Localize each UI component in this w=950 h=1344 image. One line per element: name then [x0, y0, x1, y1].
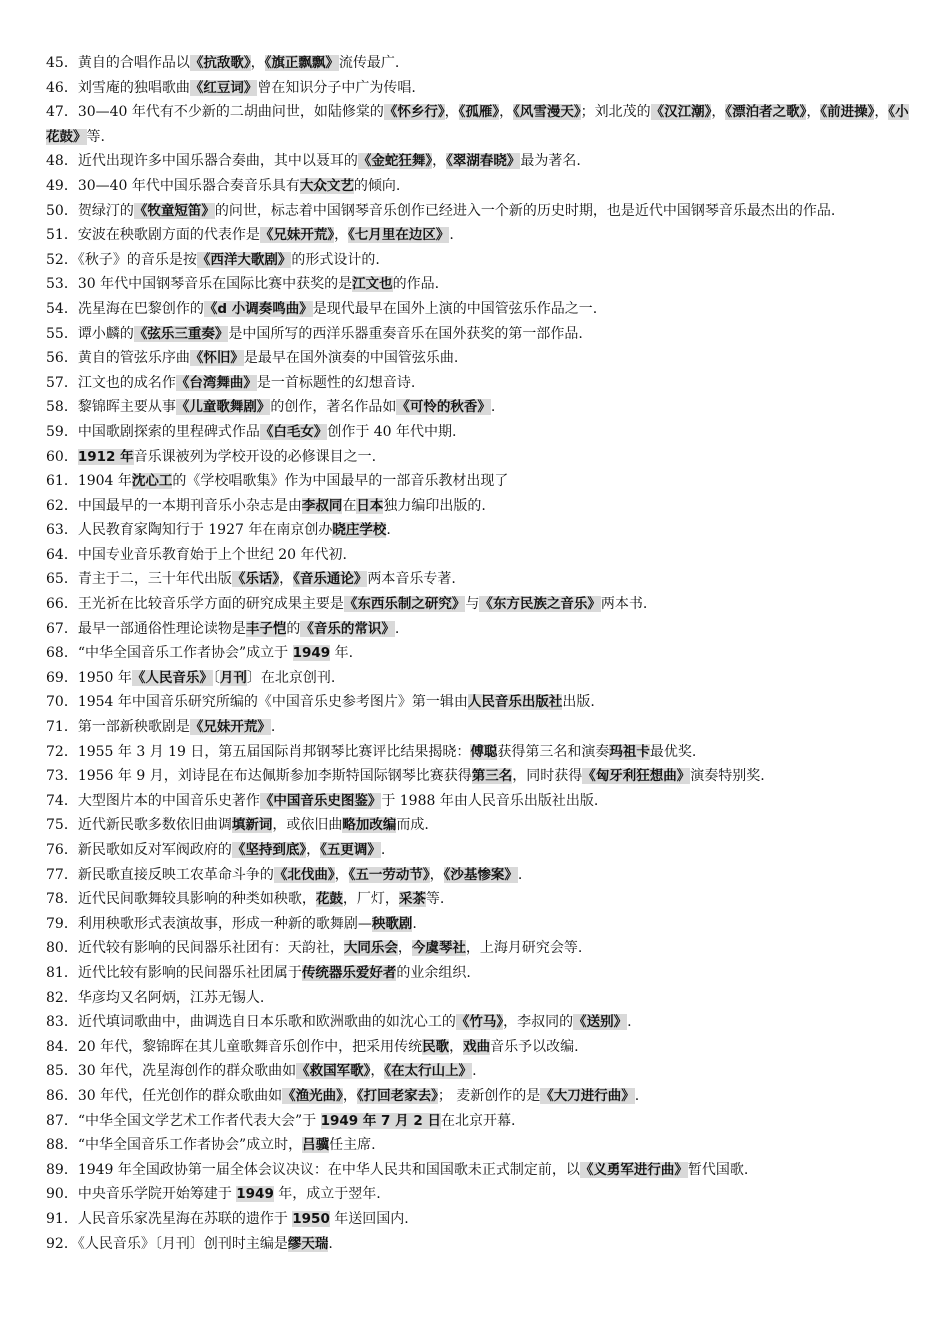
answer-highlight: 《送别》 [573, 1014, 628, 1031]
question-item [46, 1207, 910, 1232]
answer-highlight: 《坚持到底》 [231, 842, 307, 858]
question-text: ， [444, 104, 459, 121]
answer-highlight: 《前进操》 [820, 104, 875, 121]
question-text: ， [250, 55, 265, 71]
question-text: . [517, 866, 523, 883]
answer-highlight: 日本 [356, 497, 384, 514]
question-text: 82．华彦均又名阿炳，江苏无锡人. [46, 989, 265, 1006]
question-text: . [386, 522, 391, 539]
question-text: 61．1904 年 [46, 473, 132, 490]
question-text: 58．黎锦晖主要从事 [46, 399, 176, 416]
answer-highlight: 《小花鼓》 [46, 104, 909, 145]
question-item [46, 371, 910, 396]
question-item [46, 272, 910, 297]
question-text: ， [279, 571, 294, 588]
question-text: ， [397, 940, 412, 957]
question-text: 85．30 年代，冼星海创作的群众歌曲如 [46, 1063, 297, 1080]
question-text: 84．20 年代，黎锦晖在其儿童歌舞音乐创作中，把采用传统 [46, 1038, 423, 1055]
answer-highlight: 《沙基惨案》 [443, 866, 518, 883]
question-item [46, 1182, 910, 1207]
answer-highlight: 花鼓 [315, 891, 343, 908]
question-text: 在北京开幕. [440, 1112, 516, 1129]
answer-highlight: 《可怜的秋香》 [396, 399, 491, 416]
answer-highlight: 《中国音乐史图鉴》 [259, 792, 382, 809]
question-item [46, 1059, 910, 1084]
document-body [46, 51, 910, 1256]
question-text: ， [306, 842, 321, 858]
answer-highlight: 《东方民族之音乐》 [479, 596, 601, 613]
answer-highlight: 《儿童歌舞剧》 [175, 399, 271, 416]
answer-highlight: 《旗正飘飘》 [264, 55, 339, 71]
answer-highlight: 1950 [292, 1210, 330, 1227]
question-text: 60． [46, 448, 78, 465]
question-text: 暂代国歌. [687, 1161, 749, 1178]
answer-highlight: 《北伐曲》 [273, 866, 335, 883]
question-item [46, 813, 910, 838]
answer-highlight: 《台湾舞曲》 [175, 374, 257, 391]
answer-highlight: 传统器乐爱好者 [301, 964, 397, 981]
answer-highlight: 《牧童短笛》 [133, 202, 215, 219]
question-item [46, 567, 910, 592]
question-text: . [449, 227, 454, 244]
question-text: 77．新民歌直接反映工农革命斗争的 [46, 866, 274, 883]
question-text: 的作品. [392, 276, 440, 293]
question-text: 53．30 年代中国钢琴音乐在国际比赛中获奖的是 [46, 276, 353, 293]
question-text: 67．最早一部通俗性理论读物是 [46, 620, 246, 637]
question-text: 63．人民教育家陶知行于 1927 年在南京创办 [46, 522, 333, 539]
question-text: . [627, 1014, 632, 1031]
question-text: 与 [465, 596, 480, 613]
question-item [46, 1158, 910, 1183]
question-text: 62．中国最早的一本期刊音乐小杂志是由 [46, 497, 302, 514]
question-text: 78．近代民间歌舞较具影响的种类如秧歌， [46, 891, 316, 908]
question-item [46, 863, 910, 888]
question-item [46, 420, 910, 445]
answer-highlight: 晓庄学校 [332, 522, 387, 539]
answer-highlight: 江文也 [352, 276, 393, 293]
question-text: ， [429, 866, 444, 883]
question-text: 66．王光祈在比较音乐学方面的研究成果主要是 [46, 596, 344, 613]
question-text: 50．贺绿汀的 [46, 202, 134, 219]
question-text: ， [806, 104, 821, 121]
question-item [46, 617, 910, 642]
question-item [46, 715, 910, 740]
question-text: 独力编印出版的. [383, 497, 486, 514]
question-text: 是现代最早在国外上演的中国管弦乐作品之一. [312, 300, 598, 317]
question-item [46, 445, 910, 470]
question-text: ， [711, 104, 726, 121]
question-text: 音乐课被列为学校开设的必修课目之一. [133, 448, 377, 465]
answer-highlight: 月刊 [219, 669, 247, 686]
question-item [46, 641, 910, 666]
question-text: 是一首标题性的幻想音诗. [256, 374, 416, 391]
question-text: 年，成立于翌年. [273, 1186, 381, 1203]
answer-highlight: 玛祖卡 [609, 743, 650, 760]
question-text: 的问世，标志着中国钢琴音乐创作已经进入一个新的历史时期，也是近代中国钢琴音乐最杰出的作品. [214, 202, 836, 219]
question-text: 65．青主于二，三十年代出版 [46, 571, 232, 588]
question-text: 而成. [396, 817, 429, 834]
question-item [46, 690, 910, 715]
question-item [46, 518, 910, 543]
question-text: ， [334, 227, 349, 244]
question-item [46, 887, 910, 912]
question-text: 90．中央音乐学院开始筹建于 [46, 1186, 237, 1203]
question-text: . [412, 915, 417, 932]
question-item [46, 1133, 910, 1158]
question-text: 是最早在国外演奏的中国管弦乐曲. [243, 350, 459, 367]
question-text: 45．黄自的合唱作品以 [46, 55, 190, 71]
question-text: 75．近代新民歌多数依旧曲调 [46, 817, 232, 834]
question-text: 最为著名. [520, 153, 581, 170]
question-text: 创作于 40 年代中期. [327, 423, 457, 440]
question-text: . [328, 1235, 333, 1252]
question-text: 的 [286, 620, 301, 637]
question-text: 72．1955 年 3 月 19 日，第五届国际肖邦钢琴比赛评比结果揭晓： [46, 743, 471, 760]
question-text: 于 1988 年由人民音乐出版社出版. [381, 792, 599, 809]
question-item [46, 1232, 910, 1257]
question-text: 64．中国专业音乐教育始于上个世纪 20 年代初. [46, 546, 347, 563]
question-text: 69．1950 年 [46, 669, 132, 686]
answer-highlight: 《乐话》 [231, 571, 280, 588]
question-text: 71．第一部新秧歌剧是 [46, 719, 190, 736]
question-text: 的《学校唱歌集》作为中国最早的一部音乐教材出现了 [172, 473, 509, 490]
question-text: 88．“中华全国音乐工作者协会”成立时， [46, 1137, 303, 1154]
answer-highlight: 《翠湖春晓》 [446, 153, 521, 170]
answer-highlight: 人民音乐出版社 [467, 694, 563, 711]
question-item [46, 223, 910, 248]
question-item [46, 346, 910, 371]
question-item [46, 1084, 910, 1109]
question-text: ；刘北茂的 [580, 104, 651, 121]
answer-highlight: 《五一劳动节》 [348, 866, 430, 883]
question-text: ， [370, 1063, 385, 1080]
question-text: ， [432, 153, 447, 170]
answer-highlight: 《金蛇狂舞》 [357, 153, 433, 170]
answer-highlight: 《弦乐三重奏》 [133, 325, 229, 342]
question-item [46, 1010, 910, 1035]
question-item [46, 469, 910, 494]
answer-highlight: 《在太行山上》 [384, 1063, 473, 1080]
question-item [46, 912, 910, 937]
question-text: 在 [342, 497, 357, 514]
answer-highlight: 1949 [236, 1186, 274, 1203]
question-text: 等. [86, 128, 105, 145]
question-text: . [472, 1063, 477, 1080]
question-text: 音乐予以改编. [490, 1038, 579, 1055]
question-text: 83．近代填词歌曲中，曲调选自日本乐歌和欧洲歌曲的如沈心工的 [46, 1014, 456, 1031]
question-text: ，或依旧曲 [272, 817, 343, 834]
question-text: . [634, 1087, 640, 1104]
question-text: . [270, 719, 276, 736]
answer-highlight: 今虞琴社 [411, 940, 466, 957]
answer-highlight: 《救国军歌》 [296, 1063, 371, 1080]
question-text: 等. [425, 891, 445, 908]
question-text: 86．30 年代，任光创作的群众歌曲如 [46, 1087, 283, 1104]
question-item [46, 149, 910, 174]
question-item [46, 1035, 910, 1060]
question-item [46, 322, 910, 347]
question-item [46, 494, 910, 519]
question-text: 两本音乐专著. [367, 571, 456, 588]
answer-highlight: 《打回老家去》 [356, 1087, 438, 1104]
answer-highlight: 《兄妹开荒》 [259, 227, 335, 244]
question-text: 年. [330, 645, 354, 662]
question-text: ， [499, 104, 514, 121]
answer-highlight: 戏曲 [463, 1038, 491, 1055]
answer-highlight: 《七月里在边区》 [348, 227, 450, 244]
question-text: . [394, 620, 400, 637]
answer-highlight: 《音乐的常识》 [300, 620, 395, 637]
question-item [46, 543, 910, 568]
answer-highlight: 《西洋大歌剧》 [196, 251, 292, 268]
question-item [46, 838, 910, 863]
question-item [46, 592, 910, 617]
question-item [46, 1109, 910, 1134]
question-text: 47．30—40 年代有不少新的二胡曲问世，如陆修棠的 [46, 104, 384, 121]
answer-highlight: 《东西乐制之研究》 [343, 596, 466, 613]
question-text: 曾在知识分子中广为传唱. [257, 79, 416, 96]
question-item [46, 174, 910, 199]
question-text: ； 麦新创作的是 [437, 1087, 541, 1104]
question-text: 任主席. [329, 1137, 376, 1154]
answer-highlight: 《匈牙利狂想曲》 [582, 768, 691, 785]
question-text: ，上海月研究会等. [465, 940, 583, 957]
question-text: 92．《人民音乐》〔月刊〕创刊时主编是 [46, 1235, 288, 1252]
question-text: 49．30—40 年代中国乐器合奏音乐具有 [46, 177, 300, 194]
question-text: 74．大型图片本的中国音乐史著作 [46, 792, 260, 809]
question-text: 87．“中华全国文学艺术工作者代表大会”于 [46, 1112, 321, 1129]
answer-highlight: 民歌 [422, 1038, 450, 1055]
answer-highlight: 《怀乡行》 [383, 104, 445, 121]
answer-highlight: 1949 年 7 月 2 日 [320, 1112, 441, 1129]
question-text: 〕在北京创刊. [246, 669, 336, 686]
question-text: ，厂灯， [342, 891, 399, 908]
question-text: ， [449, 1038, 464, 1055]
question-item [46, 51, 910, 76]
answer-highlight: 大众文艺 [299, 177, 354, 194]
question-text: 76．新民歌如反对军阀政府的 [46, 842, 232, 858]
answer-highlight: 1912 年 [77, 448, 134, 465]
answer-highlight: 李叔同 [301, 497, 343, 514]
question-text: 获得第三名和演奏 [497, 743, 610, 760]
question-text: 的业余组织. [396, 964, 471, 981]
answer-highlight: 《人民音乐》 [131, 669, 213, 686]
answer-highlight: 《义勇军进行曲》 [579, 1161, 688, 1178]
question-text: 的创作，著名作品如 [270, 399, 397, 416]
question-text: ，同时获得 [512, 768, 583, 785]
question-item [46, 297, 910, 322]
question-text: 89．1949 年全国政协第一届全体会议决议：在中华人民共和国国歌未正式制定前，以 [46, 1161, 580, 1178]
question-item [46, 100, 910, 149]
question-item [46, 936, 910, 961]
question-text: 73．1956 年 9 月，刘诗昆在布达佩斯参加李斯特国际钢琴比赛获得 [46, 768, 472, 785]
question-text: 46．刘雪庵的独唱歌曲 [46, 79, 190, 96]
answer-highlight: 《孤雁》 [458, 104, 500, 121]
answer-highlight: 《白毛女》 [259, 423, 328, 440]
question-item [46, 961, 910, 986]
answer-highlight: 1949 [292, 645, 331, 662]
question-item [46, 666, 910, 691]
question-text: 55．谭小麟的 [46, 325, 134, 342]
question-text: 91．人民音乐家冼星海在苏联的遗作于 [46, 1210, 293, 1227]
question-text: ， [334, 866, 349, 883]
question-text: 54．冼星海在巴黎创作的 [46, 300, 204, 317]
question-text: ， [342, 1087, 357, 1104]
answer-highlight: 沈心工 [131, 473, 173, 490]
question-item [46, 789, 910, 814]
question-item [46, 76, 910, 101]
answer-highlight: 缪天瑞 [287, 1235, 329, 1252]
question-text: 51．安波在秧歌剧方面的代表作是 [46, 227, 260, 244]
answer-highlight: 采茶 [398, 891, 426, 908]
answer-highlight: 略加改编 [342, 817, 397, 834]
question-text: 是中国所写的西洋乐器重奏音乐在国外获奖的第一部作品. [228, 325, 583, 342]
question-item [46, 764, 910, 789]
question-text: ， [874, 104, 889, 121]
question-item [46, 248, 910, 273]
answer-highlight: 《竹马》 [455, 1014, 504, 1031]
question-item [46, 199, 910, 224]
answer-highlight: 《渔光曲》 [282, 1087, 343, 1104]
question-text: 59．中国歌剧探索的里程碑式作品 [46, 423, 260, 440]
question-text: 出版. [562, 694, 595, 711]
question-text: 〔 [212, 669, 220, 686]
answer-highlight: 《风雪漫天》 [513, 104, 581, 121]
answer-highlight: 《兄妹开荒》 [189, 719, 271, 736]
answer-highlight: 《漂泊者之歌》 [725, 104, 807, 121]
question-text: 68．“中华全国音乐工作者协会”成立于 [46, 645, 293, 662]
answer-highlight: 吕骥 [302, 1137, 330, 1154]
question-text: ，李叔同的 [503, 1014, 574, 1031]
question-text: 最优奖. [649, 743, 697, 760]
question-text: . [490, 399, 496, 416]
question-text: 两本书. [600, 596, 648, 613]
question-item [46, 986, 910, 1011]
question-text: . [380, 842, 386, 858]
question-text: 81．近代比较有影响的民间器乐社团属于 [46, 964, 302, 981]
question-text: 79．利用秧歌形式表演故事，形成一种新的歌舞剧— [46, 915, 372, 932]
answer-highlight: 秧歌剧 [371, 915, 413, 932]
question-text: 57．江文也的成名作 [46, 374, 176, 391]
answer-highlight: 《汉江潮》 [650, 104, 712, 121]
question-item [46, 395, 910, 420]
answer-highlight: 第三名 [471, 768, 513, 785]
question-text: 的倾向. [353, 177, 401, 194]
question-text: 70．1954 年中国音乐研究所编的《中国音乐史参考图片》第一辑由 [46, 694, 468, 711]
question-text: 年送回国内. [329, 1210, 409, 1227]
question-item [46, 740, 910, 765]
answer-highlight: 大同乐会 [343, 940, 398, 957]
answer-highlight: 《怀旧》 [189, 350, 244, 367]
answer-highlight: 《d 小调奏鸣曲》 [203, 300, 313, 317]
question-text: 80．近代较有影响的民间器乐社团有：天韵社， [46, 940, 344, 957]
answer-highlight: 丰子恺 [245, 620, 287, 637]
answer-highlight: 《五更调》 [320, 842, 381, 858]
answer-highlight: 《红豆词》 [189, 79, 258, 96]
answer-highlight: 《音乐通论》 [293, 571, 368, 588]
question-text: 演奏特别奖. [690, 768, 765, 785]
question-text: 48．近代出现许多中国乐器合奏曲，其中以聂耳的 [46, 153, 358, 170]
question-text: 的形式设计的. [291, 251, 380, 268]
question-text: 56．黄自的管弦乐序曲 [46, 350, 190, 367]
answer-highlight: 《抗敌歌》 [189, 55, 251, 71]
answer-highlight: 填新词 [231, 817, 273, 834]
answer-highlight: 《大刀进行曲》 [540, 1087, 635, 1104]
question-text: 52．《秋子》的音乐是按 [46, 251, 197, 268]
question-text: 流传最广. [338, 55, 400, 71]
answer-highlight: 傅聪 [470, 743, 498, 760]
